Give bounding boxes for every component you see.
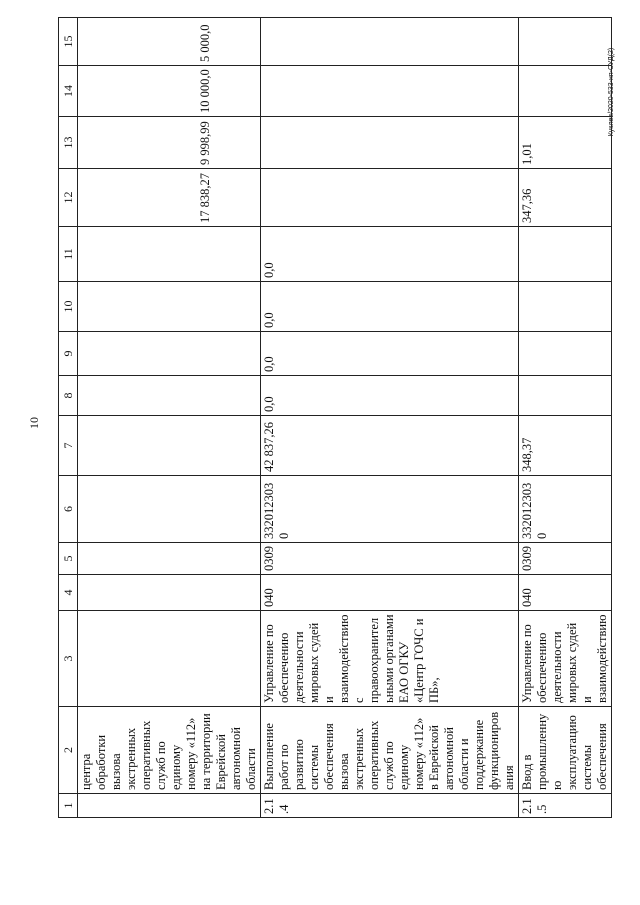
- value-cell: 1,01: [519, 117, 612, 169]
- table-row: [261, 18, 519, 818]
- value-cell: [78, 332, 261, 376]
- header-cell: 11: [59, 227, 78, 282]
- header-cell: 5: [59, 543, 78, 575]
- row-number-cell: [78, 794, 261, 818]
- header-cell: 13: [59, 117, 78, 169]
- code-cell: 040: [519, 575, 612, 611]
- page-number: 10: [27, 417, 41, 429]
- value-cell: [78, 227, 261, 282]
- code-cell: [78, 575, 261, 611]
- header-cell: 7: [59, 416, 78, 476]
- value-cell: 347,36: [519, 169, 612, 227]
- target-code-cell: [78, 476, 261, 543]
- header-cell: 12: [59, 169, 78, 227]
- table-container: [58, 18, 609, 818]
- responsible-cell: Управление по обеспечению деятельности мировых судей и взаимодействию: [519, 611, 612, 707]
- value-cell: 0,0: [261, 376, 519, 416]
- value-cell: [261, 169, 519, 227]
- value-cell: [519, 282, 612, 332]
- value-cell: [261, 18, 519, 66]
- header-cell: 4: [59, 575, 78, 611]
- value-cell: [519, 18, 612, 66]
- document-reference: Куклев/2020-533-нп-СУД(2): [608, 47, 615, 137]
- table-row: [78, 18, 261, 818]
- responsible-cell: Управление по обеспечению деятельности мировых судей и взаимодействию с правоохранительными органами ЕАО ОГКУ «Центр ГОЧС и ПБ»,: [261, 611, 519, 707]
- value-cell: [78, 376, 261, 416]
- value-cell: [519, 376, 612, 416]
- value-cell: 5 000,0: [78, 18, 261, 66]
- header-cell: 10: [59, 282, 78, 332]
- value-cell: 9 998,99: [78, 117, 261, 169]
- value-cell: 10 000,0: [78, 66, 261, 117]
- header-cell: 6: [59, 476, 78, 543]
- row-number-cell: 2.1.5: [519, 794, 612, 818]
- budget-table: [58, 17, 612, 818]
- header-cell: 8: [59, 376, 78, 416]
- value-cell: 17 838,27: [78, 169, 261, 227]
- table-row: [519, 18, 612, 818]
- value-cell: [519, 66, 612, 117]
- value-cell: [519, 227, 612, 282]
- header-row: [59, 18, 78, 818]
- total-cell: 42 837,26: [261, 416, 519, 476]
- header-cell: 3: [59, 611, 78, 707]
- section-cell: [78, 543, 261, 575]
- code-cell: 040: [261, 575, 519, 611]
- target-code-cell: 3320123030: [519, 476, 612, 543]
- header-cell: 14: [59, 66, 78, 117]
- value-cell: [261, 66, 519, 117]
- header-cell: 15: [59, 18, 78, 66]
- section-cell: 0309: [261, 543, 519, 575]
- activity-name-cell: центра обработки вызова экстренных оперативных служб по единому номеру «112» на территории Еврейской автономной области: [78, 707, 261, 794]
- header-cell: 9: [59, 332, 78, 376]
- responsible-cell: [78, 611, 261, 707]
- value-cell: 0,0: [261, 227, 519, 282]
- header-cell: 1: [59, 794, 78, 818]
- row-number-cell: 2.1.4: [261, 794, 519, 818]
- value-cell: [78, 282, 261, 332]
- value-cell: [261, 117, 519, 169]
- value-cell: 0,0: [261, 282, 519, 332]
- target-code-cell: 3320123030: [261, 476, 519, 543]
- header-cell: 2: [59, 707, 78, 794]
- value-cell: [519, 332, 612, 376]
- total-cell: 348,37: [519, 416, 612, 476]
- activity-name-cell: Выполнение работ по развитию системы обеспечения вызова экстренных оперативных служб по единому номеру «112» в Еврейской автономной области и поддержание функционирования: [261, 707, 519, 794]
- activity-name-cell: Ввод в промышленную эксплуатацию системы обеспечения: [519, 707, 612, 794]
- rotated-table-frame: [58, 18, 609, 818]
- total-cell: [78, 416, 261, 476]
- value-cell: 0,0: [261, 332, 519, 376]
- section-cell: 0309: [519, 543, 612, 575]
